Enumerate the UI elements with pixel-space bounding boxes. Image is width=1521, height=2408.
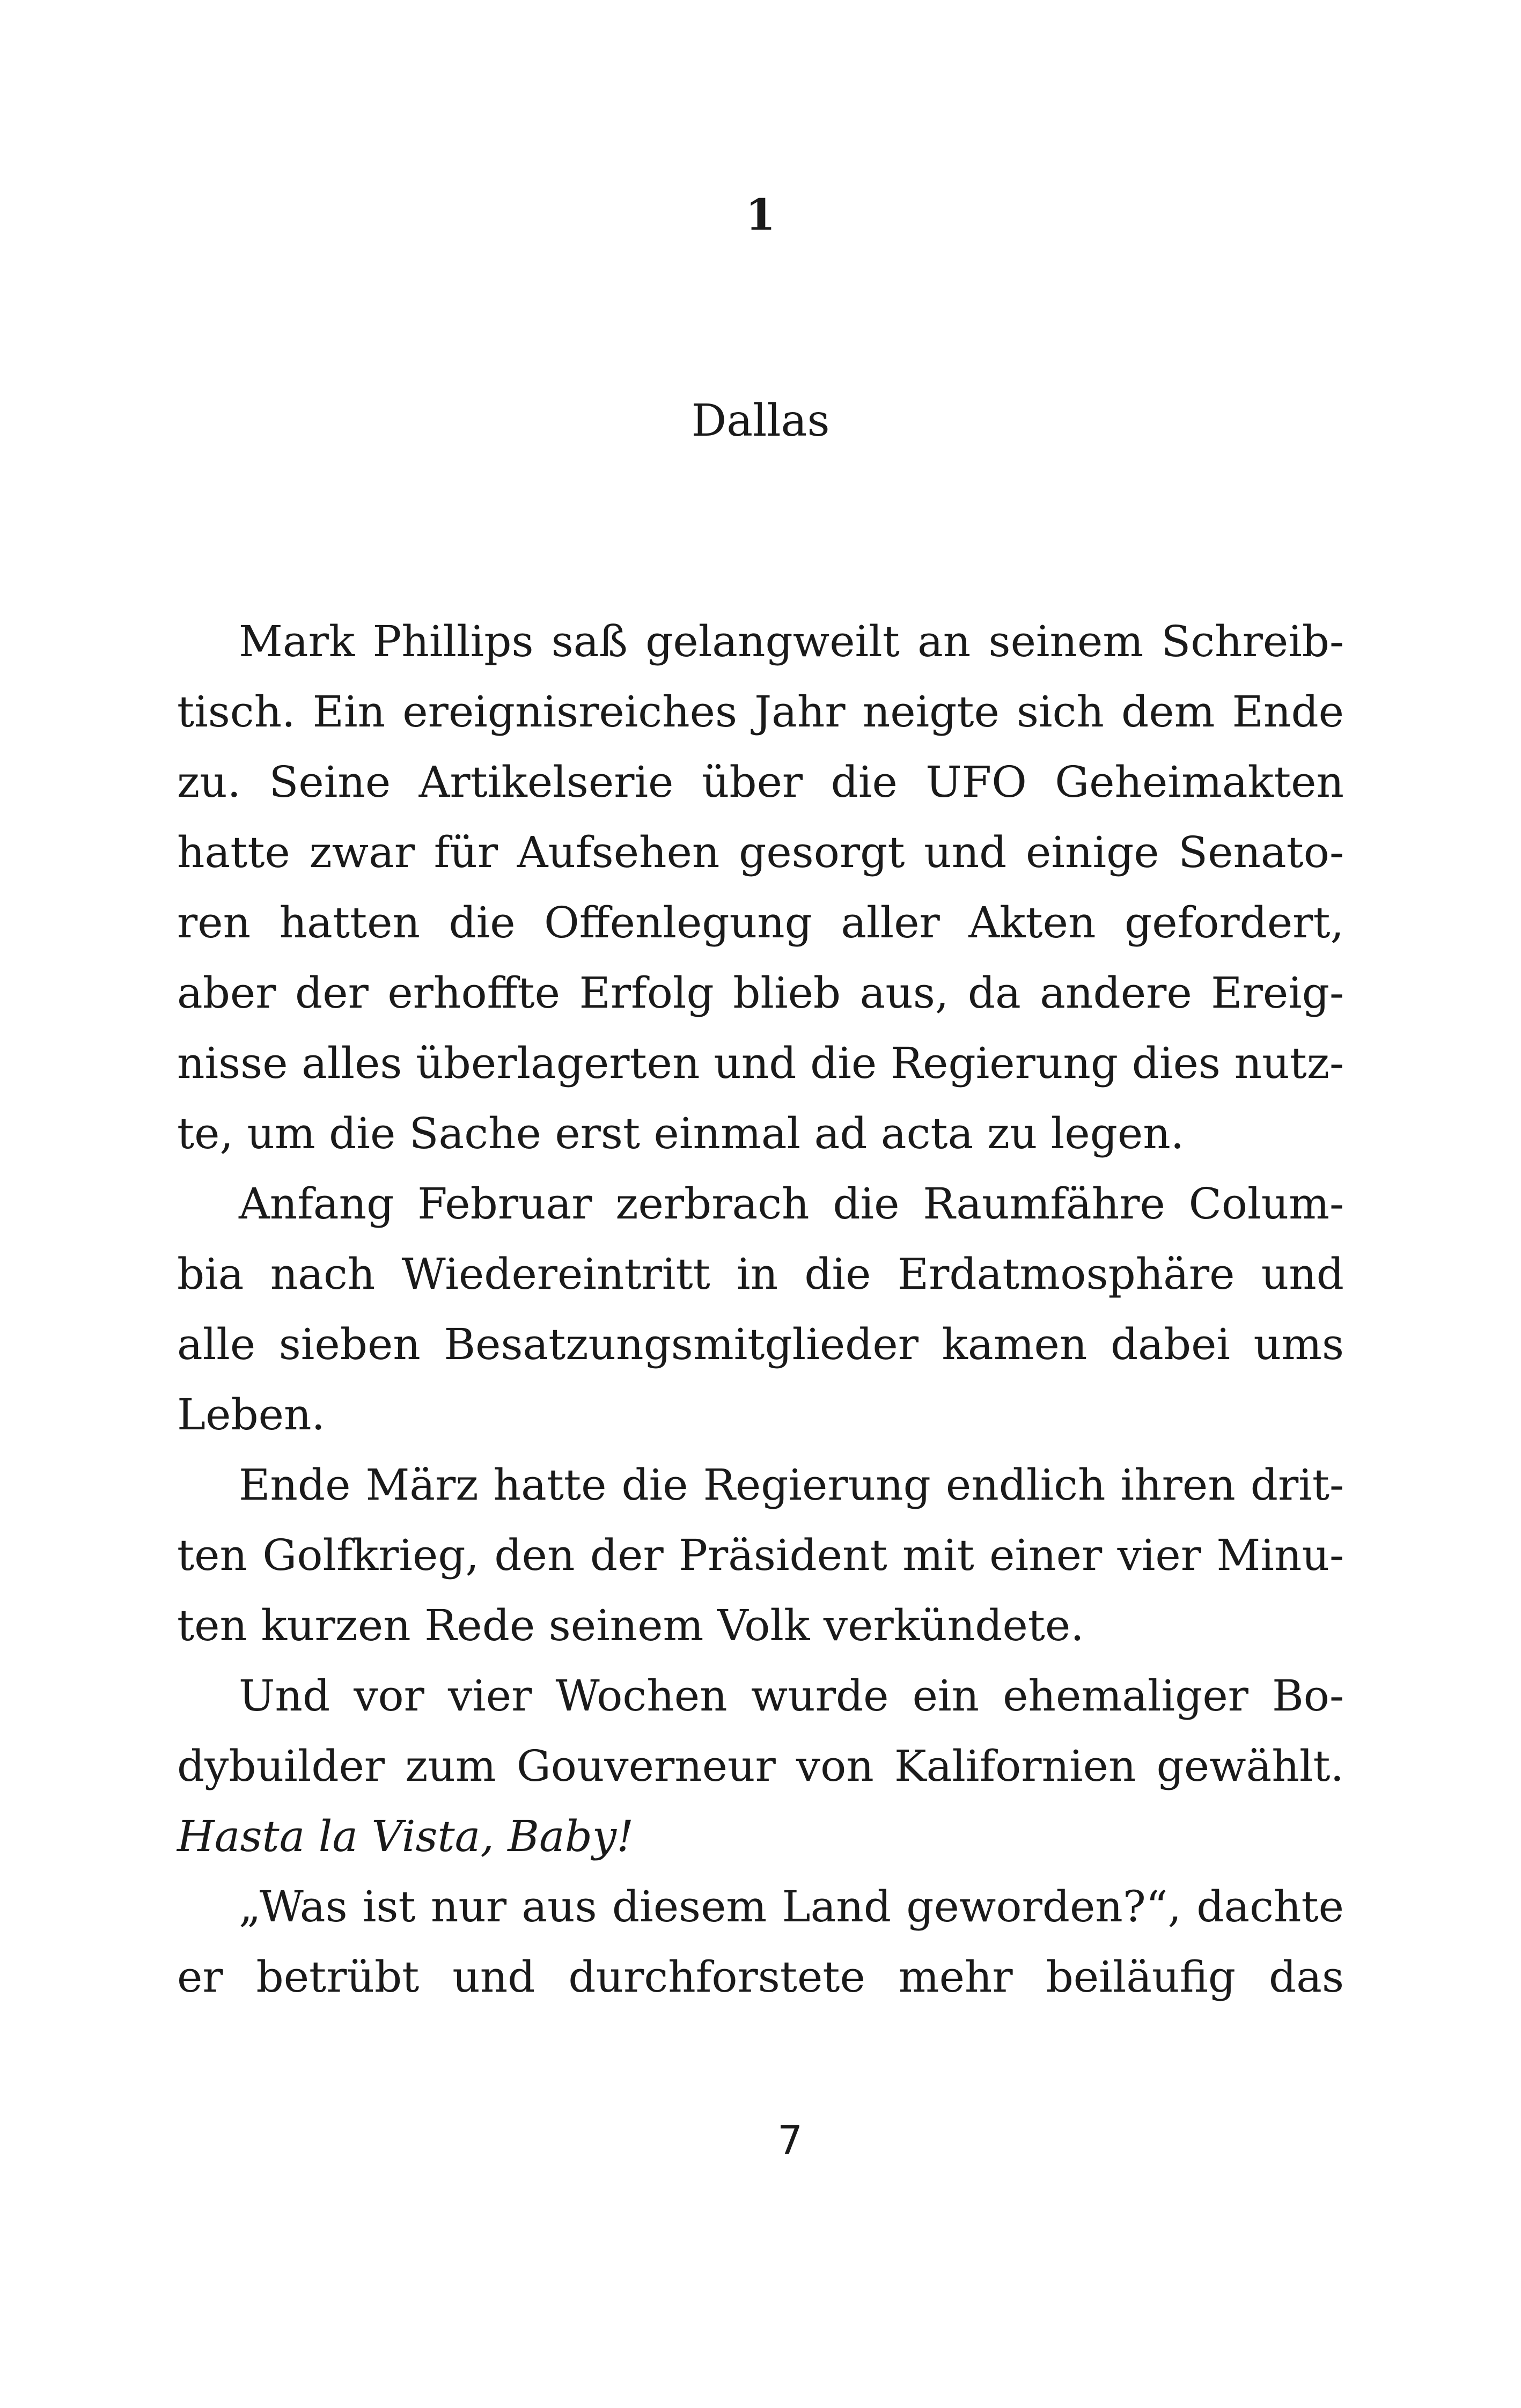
text-line-italic: Hasta la Vista, Baby! bbox=[177, 1811, 634, 1861]
chapter-title: Dallas bbox=[691, 395, 830, 446]
text-line: aber der erhoffte Erfolg blieb aus, da andere Ereig- bbox=[177, 968, 1344, 1018]
text-line: ten Golfkrieg, den der Präsident mit einer vier Minu- bbox=[177, 1530, 1344, 1580]
page-number: 7 bbox=[777, 2118, 803, 2164]
text-line: bia nach Wiedereintritt in die Erdatmosphäre und bbox=[177, 1249, 1344, 1299]
text-line: zu. Seine Artikelserie über die UFO Geheimakten bbox=[177, 757, 1344, 807]
text-line: tisch. Ein ereignisreiches Jahr neigte sich dem Ende bbox=[177, 687, 1344, 737]
chapter-number: 1 bbox=[745, 189, 776, 240]
text-line: hatte zwar für Aufsehen gesorgt und einige Senato- bbox=[177, 827, 1344, 877]
text-line: Anfang Februar zerbrach die Raumfähre Colum- bbox=[239, 1179, 1344, 1229]
text-line: alle sieben Besatzungsmitglieder kamen dabei ums bbox=[177, 1319, 1344, 1369]
text-line: ren hatten die Offenlegung aller Akten gefordert, bbox=[177, 898, 1344, 948]
text-line: Und vor vier Wochen wurde ein ehemaliger Bo- bbox=[239, 1671, 1344, 1721]
text-line: „Was ist nur aus diesem Land geworden?“, dachte bbox=[239, 1882, 1344, 1932]
text-line: Leben. bbox=[177, 1390, 325, 1440]
text-line: te, um die Sache erst einmal ad acta zu legen. bbox=[177, 1108, 1185, 1158]
text-line: Mark Phillips saß gelangweilt an seinem Schreib- bbox=[239, 616, 1344, 666]
text-line: Ende März hatte die Regierung endlich ihren drit- bbox=[239, 1460, 1344, 1510]
text-line: nisse alles überlagerten und die Regierung dies nutz- bbox=[177, 1038, 1344, 1088]
text-line: ten kurzen Rede seinem Volk verkündete. bbox=[177, 1601, 1084, 1650]
text-line: dybuilder zum Gouverneur von Kalifornien gewählt. bbox=[177, 1741, 1344, 1791]
text-line: er betrübt und durchforstete mehr beiläufig das bbox=[177, 1952, 1344, 2002]
